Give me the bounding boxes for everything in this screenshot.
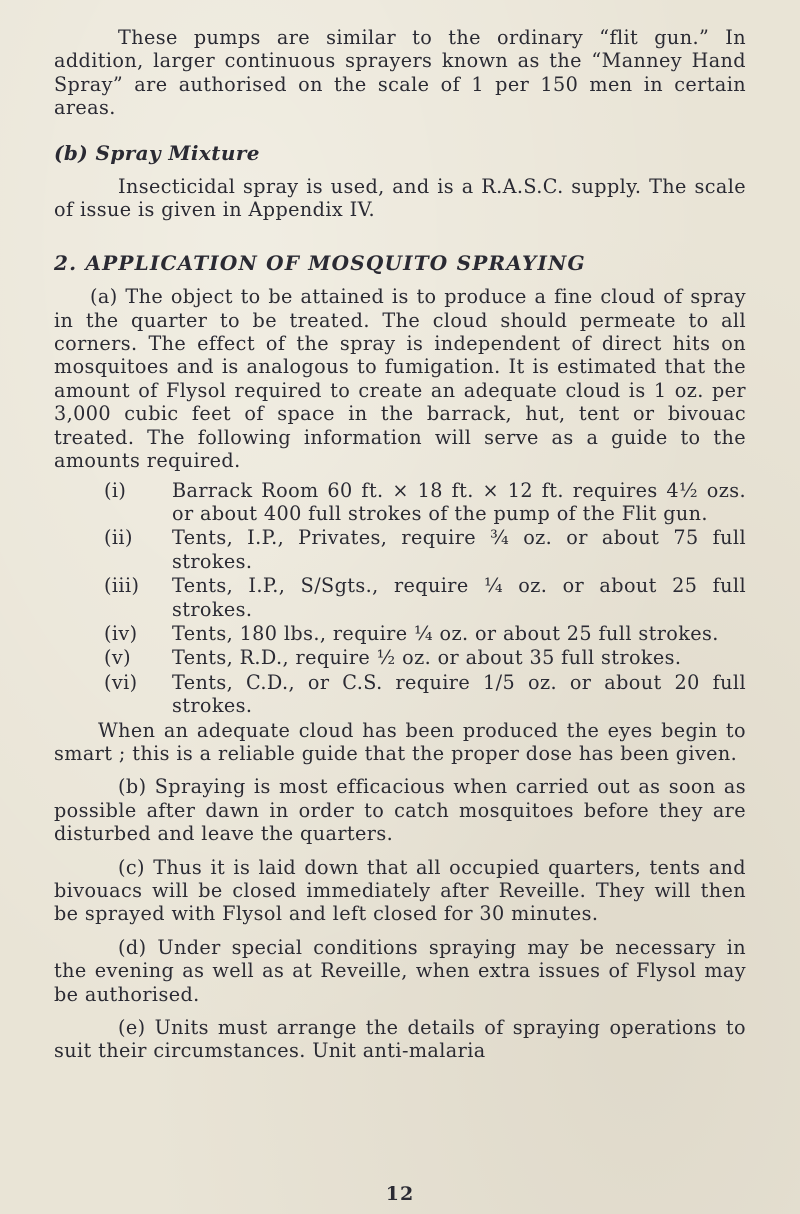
paragraph-b [54,775,746,845]
spray-mixture-paragraph: Insecticidal spray is used, and is a R.A.S.C. supply. The scale of issue is given in Appendix IV. [54,175,746,222]
paragraph-c-label: (c) [118,855,145,879]
list-item-number: (iii) [104,574,140,598]
paragraph-c [54,856,746,926]
page-number: 12 [385,1183,415,1205]
list-item [54,574,746,621]
list-item-text: Tents, R.D., require ½ oz. or about 35 full strokes. [172,646,682,670]
list-item [54,671,746,718]
section-heading: 2. APPLICATION OF MOSQUITO SPRAYING [54,250,586,275]
paragraph-e-label: (e) [118,1016,146,1040]
spray-mixture-heading: (b) Spray Mixture [54,140,260,165]
paragraph-a [54,285,746,472]
after-list-paragraph: When an adequate cloud has been produced the eyes begin to smart ; this is a reliable guide that the proper dose has been given. [54,718,746,765]
paragraph-a-text: The object to be attained is to produce a fine cloud of spray in the quarter to be treated. The cloud should permeate to all corners. The effect of the spray is independent of direct hits on mosquitoes and is analogous to fumigation. It is estimated that the amount of Flysol required to create an adequate cloud is 1 oz. per 3,000 cubic feet of space in the barrack, hut, tent or bivouac treated. The following information will serve as a guide to the amounts required. [54,285,746,473]
paragraph-b-text: Spraying is most efficacious when carried out as soon as possible after dawn in order to catch mosquitoes before they are disturbed and leave the quarters. [54,775,746,846]
list-item [54,646,746,669]
list-item-text: Tents, I.P., Privates, require ¾ oz. or about 75 full strokes. [172,526,746,573]
list-item-text: Tents, I.P., S/Sgts., require ¼ oz. or about 25 full strokes. [172,574,746,621]
paragraph-d [54,936,746,1006]
list-item-text: Tents, 180 lbs., require ¼ oz. or about 25 full strokes. [172,621,719,645]
list-item-text: Tents, C.D., or C.S. require 1/5 oz. or about 20 full strokes. [172,670,746,718]
text-column [54,26,746,1063]
amounts-list [54,479,746,718]
list-item [54,479,746,526]
list-item-text: Barrack Room 60 ft. × 18 ft. × 12 ft. requires 4½ ozs. or about 400 full strokes of the pump of the Flit gun. [172,478,746,525]
paragraph-c-text: Thus it is laid down that all occupied quarters, tents and bivouacs will be closed immediately after Reveille. They will then be sprayed with Flysol and left closed for 30 minutes. [54,855,746,926]
list-item-number: (iv) [104,621,138,645]
list-item-number: (i) [104,478,127,502]
list-item-number: (v) [104,646,132,670]
paragraph-e [54,1016,746,1063]
list-item-number: (vi) [104,670,138,694]
paragraph-b-label: (b) [118,775,147,799]
list-item [54,622,746,645]
list-item [54,526,746,573]
paragraph-e-text: Units must arrange the details of spraying operations to suit their circumstances. Unit anti-malaria [54,1016,746,1063]
paragraph-a-label: (a) [90,285,118,309]
paragraph-d-label: (d) [118,935,147,959]
paragraph-d-text: Under special conditions spraying may be necessary in the evening as well as at Reveille, when extra issues of Flysol may be authorised. [54,935,746,1006]
intro-paragraph: These pumps are similar to the ordinary “flit gun.” In addition, larger continuous sprayers known as the “Manney Hand Spray” are authorised on the scale of 1 per 150 men in certain areas. [54,26,746,120]
list-item-number: (ii) [104,526,133,550]
